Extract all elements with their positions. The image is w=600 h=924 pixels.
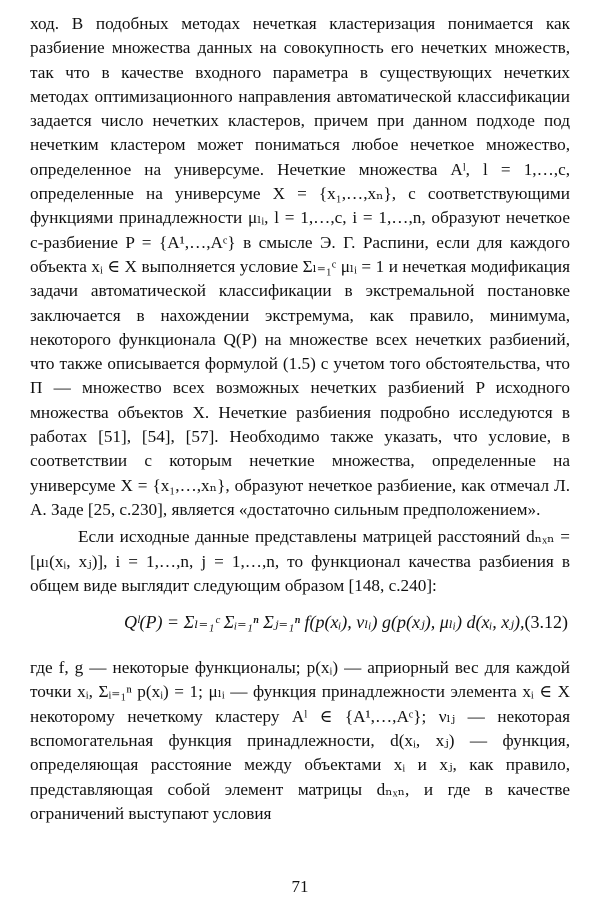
equation-number: (3.12) <box>524 612 568 633</box>
paragraph-1: ход. В подобных методах нечеткая кластеризация понимается как разбиение множества данных на совокупность его нечетких множеств, так что в качестве входного параметра в существующих нечетких методах оптимизационного направления автоматической классификации задается число нечетких кластеров, причем при данном подходе под нечетким кластером может пониматься любое нечеткое множество, определенное на универсуме. Нечеткие множества Aˡ, l = 1,…,c, определенные на универсуме X = {x₁,…,xₙ}, с соответствующими функциями принадлежности μₗᵢ, l = 1,…,c, i = 1,…,n, образуют нечеткое c-разбиение P = {A¹,…,Aᶜ} в смысле Э. Г. Распини, если для каждого объекта xᵢ ∈ X выполняется условие Σₗ₌₁ᶜ μₗᵢ = 1 и нечеткая модификация задачи автоматической классификации в экстремальной постановке заключается в нахождении экстремума, как правило, минимума, некоторого функционала Q(P) на множестве всех нечетких разбиений, что также описывается формулой (1.5) с учетом того обстоятельства, что Π — множество всех возможных нечетких разбиений P исходного множества объектов X. Нечеткие разбиения подробно исследуются в работах [51], [54], [57]. Необходимо также указать, что условие, в соответствии с которым нечеткие множества, определенные на универсуме X = {x₁,…,xₙ}, образуют нечеткое разбиение, как отмечал Л. А. Заде [25, с.230], является «достаточно сильным предположением». <box>30 14 570 519</box>
page-number: 71 <box>291 877 309 896</box>
body-text <box>30 12 570 826</box>
formula-expression: Qˡ(P) = Σₗ₌₁ᶜ Σᵢ₌₁ⁿ Σⱼ₌₁ⁿ f(p(xᵢ), νₗᵢ) g(p(xⱼ), μₗᵢ) d(xᵢ, xⱼ), <box>124 612 525 633</box>
paragraph-3: где f, g — некоторые функционалы; p(xᵢ) — априорный вес для каждой точки xᵢ, Σᵢ₌₁ⁿ p(xᵢ) = 1; μₗᵢ — функция принадлежности элемента xᵢ ∈ X некоторому нечеткому кластеру Aˡ ∈ {A¹,…,Aᶜ}; νₗⱼ — некоторая вспомогательная функция принадлежности, d(xᵢ, xⱼ) — функция, определяющая расстояние между объектами xᵢ и xⱼ, как правило, представляющая собой элемент матрицы dₙₓₙ, и где в качестве ограничений выступают условия <box>30 658 570 823</box>
formula-3-12 <box>30 600 570 656</box>
paragraph-2: Если исходные данные представлены матрицей расстояний dₙₓₙ = [μₗ(xᵢ, xⱼ)], i = 1,…,n, j = 1,…,n, то функционал качества разбиения в общем виде выглядит следующим образом [148, с.240]: <box>30 527 570 595</box>
